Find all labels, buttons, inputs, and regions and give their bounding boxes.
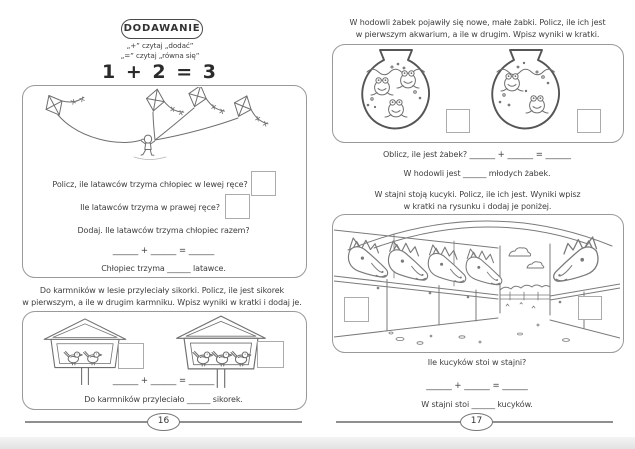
ponies-intro-line2: w kratki na rysunku i dodaj je poniżej. [403,202,552,211]
cloud-icon [509,248,544,268]
stable-illustration [334,216,620,349]
frogs-question: Oblicz, ile jest żabek? [382,150,468,159]
pony-icon [554,237,598,281]
kite-string [58,115,142,142]
boy-icon [141,135,155,155]
ponies-answer-sentence: W stajni stoi ______ kucyków. [421,400,533,409]
page-right [318,0,635,449]
kite-icon [41,87,86,119]
kites-equation-blanks[interactable]: ______ + ______ = ______ [112,246,215,256]
kites-illustration [24,87,306,179]
plus-reading-note: „+” czytaj „dodać” [126,41,194,50]
equals-reading-note: „=” czytaj „równa się” [120,51,200,60]
pony-icon [466,249,502,285]
kite-icon [186,87,230,115]
aquarium-illustration-2 [482,47,570,137]
kite-string [153,112,155,140]
answer-box-feeder-2[interactable] [257,341,284,368]
page-number-right: 17 [460,413,493,431]
section-title-badge: DODAWANIE [121,19,203,39]
feeders-answer-sentence: Do karmników przyleciało ______ sikorek. [84,395,243,404]
frogs-answer-sentence: W hodowli jest ______ młodych żabek. [403,169,551,178]
feeders-equation-blanks[interactable]: ______ + ______ = ______ [112,376,215,386]
ponies-question: Ile kucyków stoi w stajni? [427,358,527,367]
ponies-intro-line1: W stajni stoją kucyki. Policz, ile ich jest. Wyniki wpisz [374,190,581,199]
example-equation: 1 + 2 = 3 [102,61,218,83]
kites-answer-sentence: Chłopiec trzyma ______ latawce. [101,264,226,273]
pony-icon [348,238,387,277]
frogs-intro-line2: w pierwszym akwarium, a ile w drugim. Wpisz wyniki w kratki. [355,30,600,39]
kite-icon [145,88,187,116]
frogs-equation-line [332,149,622,161]
feeders-intro-line2: w pierwszym, a ile w drugim karmniku. Wpisz wyniki w kratki i dodaj je. [22,298,302,307]
ponies-equation-blanks[interactable]: ______ + ______ = ______ [426,381,528,391]
answer-box-aquarium-1[interactable] [446,109,470,133]
answer-box-stable-left[interactable] [344,297,369,322]
kites-question-1: Policz, ile latawców trzyma chłopiec w lewej ręce? [52,180,248,189]
bushes [500,285,550,290]
kite-icon [230,93,274,128]
aquarium-illustration-1 [352,47,440,137]
answer-box-feeder-1[interactable] [118,343,144,369]
pony-icon [428,245,465,282]
answer-box-aquarium-2[interactable] [577,109,601,133]
kite-string [155,118,238,140]
scan-edge-shadow [0,437,635,449]
answer-box-kites-left-hand[interactable] [251,171,276,196]
kites-question-3: Dodaj. Ile latawców trzyma chłopiec razem? [77,226,250,235]
kites-question-2: Ile latawców trzyma w prawej ręce? [80,203,220,212]
frogs-equation-blanks[interactable]: ______ + ______ = ______ [469,150,572,160]
frogs-intro-line1: W hodowli żabek pojawiły się nowe, małe żabki. Policz, ile ich jest [349,18,606,27]
answer-box-stable-right[interactable] [578,296,602,320]
answer-box-kites-right-hand[interactable] [225,194,250,219]
page-number-left: 16 [147,413,180,431]
fence [500,292,550,300]
kite-string [155,108,194,140]
feeders-intro-line1: Do karmników w lesie przyleciały sikorki. Policz, ile jest sikorek [39,286,285,295]
